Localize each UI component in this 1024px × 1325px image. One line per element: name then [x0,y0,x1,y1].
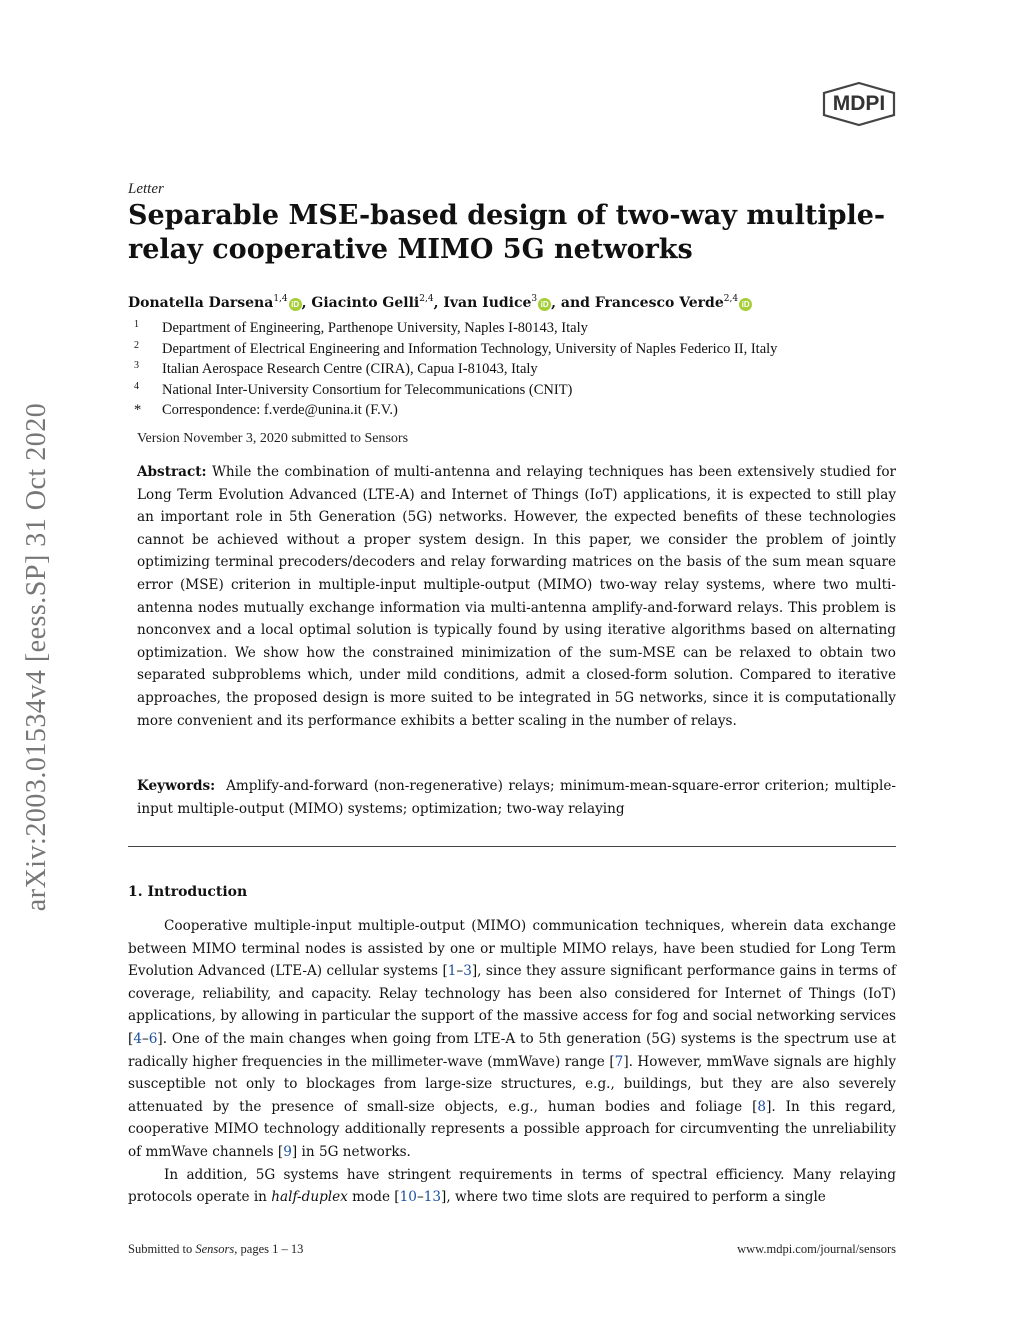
keywords [137,775,896,820]
arxiv-identifier [12,352,62,962]
author-affiliation-marker: 2,4 [419,294,434,304]
abstract-text: While the combination of multi-antenna and relaying techniques has been extensively studied for Long Term Evolution Advanced (LTE-A) and Internet of Things (IoT) applications, it is expected to still play an important role in 5th Generation (5G) networks. However, the expected benefits of these technologies cannot be achieved without a proper system design. In this paper, we consider the problem of jointly optimizing terminal precoders/decoders and relay forwarding matrices on the basis of the sum mean square error (MSE) criterion in multiple-input multiple-output (MIMO) two-way relay systems, where two multi-antenna nodes mutually exchange information via multi-antenna amplify-and-forward relays. This problem is nonconvex and a local optimal solution is typically found by using iterative algorithms based on alternating optimization. We show how the constrained minimization of the sum-MSE can be relaxed to obtain two separated subproblems which, under mild conditions, admit a closed-form solution. Compared to iterative approaches, the proposed design is more suited to be integrated in 5G networks, since it is computationally more convenient and its performance exhibits a better scaling in the number of relays. [137,464,896,729]
body-text: – [456,963,464,980]
citation-link[interactable]: 3 [463,963,472,980]
author-list [128,294,752,311]
paper-title: Separable MSE-based design of two-way multiple-relay cooperative MIMO 5G networks [128,200,886,265]
body-paragraph [128,1164,896,1209]
section-title: Introduction [147,884,248,900]
affiliation-text: National Inter-University Consortium for Telecommunications (CNIT) [162,381,573,398]
author-affiliation-marker: 3 [531,294,538,304]
citation-link[interactable]: 9 [283,1143,292,1160]
affiliation-number: 1 [134,319,139,330]
author-name: Donatella Darsena [128,295,274,311]
citation-link[interactable]: 6 [148,1030,158,1047]
citation-link[interactable]: 7 [614,1053,624,1070]
affiliation-item [134,318,894,339]
affiliation-number: 4 [134,380,139,392]
orcid-icon[interactable]: iD [739,298,752,311]
footer-submission [128,1242,303,1257]
body-text: – [416,1189,424,1206]
author-affiliation-marker: 2,4 [723,294,739,304]
arxiv-identifier-text: arXiv:2003.01534v4 [eess.SP] 31 Oct 2020 [21,402,52,912]
section-heading [128,884,247,900]
citation-link[interactable]: 8 [757,1098,767,1115]
correspondence-text: Correspondence: f.verde@unina.it (F.V.) [162,402,398,418]
footer-pages: , pages 1 – 13 [234,1242,304,1256]
body-text: In addition, 5G systems have stringent requirements in terms of spectral efficiency. Many relaying protocols operate in [128,1166,896,1206]
section-number: 1. [128,884,143,900]
author-separator: , [433,295,444,311]
body-text: ]. One of the main changes when going from LTE-A to 5th generation (5G) systems is the spectrum use at radically higher frequencies in the millimeter-wave (mmWave) range [ [128,1030,896,1070]
body-text: ]. In this regard, cooperative MIMO technology additionally represents a possible approach for circumventing the unreliability of mmWave channels [ [128,1098,896,1160]
author-separator: , and [551,295,595,311]
introduction-body [128,915,896,1209]
body-text: ], since they assure significant performance gains in terms of coverage, reliability, and capacity. Relay technology has been also considered for Internet of Things (IoT) applications, by allowing in particular the support of the massive access for fog and social networking services [ [128,963,896,1047]
author-name: Francesco Verde [594,295,724,311]
body-text: ] in 5G networks. [291,1143,411,1160]
affiliation-list [134,318,894,421]
author-name: Giacinto Gelli [311,295,420,311]
citation-link[interactable]: 10 [399,1189,417,1206]
mdpi-logo-text: MDPI [832,92,886,115]
author-name: Ivan Iudice [443,295,532,311]
body-text: mode [ [347,1189,400,1206]
footer-journal-url[interactable]: www.mdpi.com/journal/sensors [737,1242,896,1256]
mdpi-logo [822,81,896,127]
orcid-icon[interactable]: iD [538,298,551,311]
abstract-label: Abstract: [137,464,207,480]
keywords-text: Amplify-and-forward (non-regenerative) relays; minimum-mean-square-error criterion; multiple-input multiple-output (MIMO) systems; optimization; two-way relaying [137,778,896,817]
version-note: Version November 3, 2020 submitted to Sensors [137,431,409,446]
orcid-icon[interactable]: iD [289,298,302,311]
footer-prefix: Submitted to [128,1242,196,1256]
keywords-label: Keywords: [137,778,216,794]
citation-link[interactable]: 1 [447,963,457,980]
citation-link[interactable]: 13 [423,1189,442,1206]
author-separator: , [301,295,312,311]
section-divider [128,846,896,847]
correspondence-mark: * [134,402,142,418]
footer-journal: Sensors [195,1242,235,1256]
body-text: ]. However, mmWave signals are highly susceptible not only to blockages from large-size structures, e.g., buildings, but they are also severely attenuated by the presence of small-size objects, e.g., human bodies and foliage [ [128,1053,897,1115]
article-type: Letter [128,181,164,197]
citation-link[interactable]: 4 [133,1030,142,1047]
affiliation-item [134,380,894,401]
abstract [137,461,896,732]
affiliation-text: Department of Engineering, Parthenope University, Naples I-80143, Italy [162,320,588,336]
body-text: – [141,1030,149,1047]
correspondence [134,400,894,421]
body-paragraph [128,915,896,1164]
affiliation-text: Department of Electrical Engineering and Information Technology, University of Naples Federico II, Italy [162,340,778,357]
affiliation-number: 2 [134,339,139,351]
affiliation-text: Italian Aerospace Research Centre (CIRA), Capua I-81043, Italy [162,361,538,377]
affiliation-number: 3 [134,360,139,371]
body-text: Cooperative multiple-input multiple-output (MIMO) communication techniques, wherein data exchange between MIMO terminal nodes is assisted by one or multiple MIMO relays, have been studied for Long Term Evolution Advanced (LTE-A) cellular systems [ [128,918,896,980]
affiliation-item [134,339,894,360]
emphasis-text: half-duplex [271,1189,348,1206]
affiliation-item [134,359,894,380]
body-text: ], where two time slots are required to perform a single [441,1189,826,1206]
author-affiliation-marker: 1,4 [273,294,288,304]
